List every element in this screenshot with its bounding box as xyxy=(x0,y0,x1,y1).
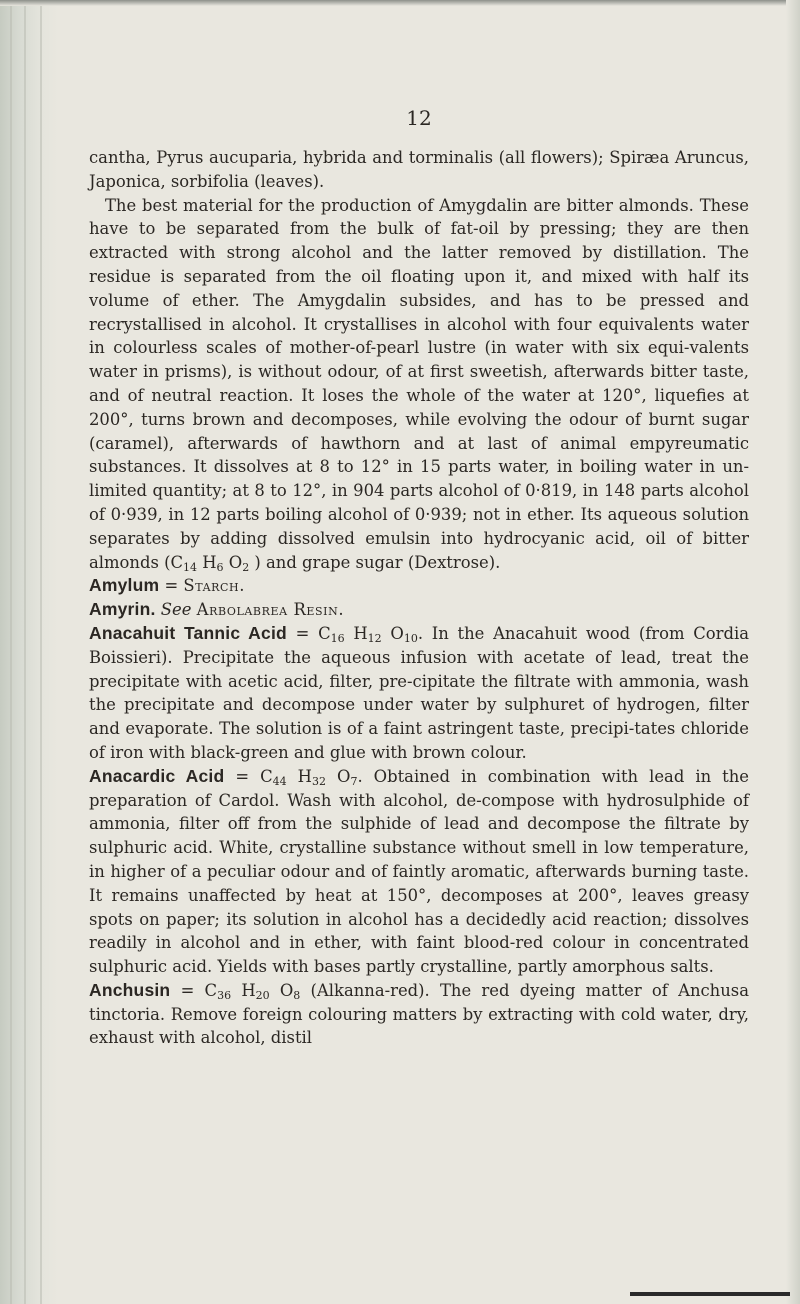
subscript: 44 xyxy=(272,774,287,788)
paragraph xyxy=(89,622,749,765)
cross-reference: Starch. xyxy=(183,576,246,596)
entry-heading: Amylum xyxy=(89,575,160,596)
subscript: 20 xyxy=(255,988,270,1002)
text-run: ) and grape sugar (Dextrose). xyxy=(249,552,501,572)
subscript: 32 xyxy=(311,774,326,788)
text-run: = C xyxy=(286,623,331,643)
text-run: = xyxy=(159,576,184,596)
text-run: = C xyxy=(224,766,273,786)
body-text xyxy=(89,146,749,1050)
subscript: 2 xyxy=(242,560,250,574)
text-run: O xyxy=(269,980,294,1000)
text-run: H xyxy=(286,766,312,786)
paragraph xyxy=(89,146,749,194)
gutter-line xyxy=(24,0,26,1304)
italic-text: See xyxy=(160,600,192,620)
subscript: 6 xyxy=(216,560,224,574)
subscript: 7 xyxy=(350,774,358,788)
text-run: O xyxy=(223,552,243,572)
entry-heading: Anacahuit Tannic Acid xyxy=(89,622,287,643)
page-top-edge xyxy=(0,0,800,6)
page-right-edge xyxy=(786,0,800,1304)
subscript: 10 xyxy=(403,631,418,645)
paragraph xyxy=(89,194,749,575)
text-run: (Alkanna-red). The red dyeing matter of Anchusa tinctoria. Remove foreign colouring matters by extracting with cold water, dry, exhaust with alcohol, distil xyxy=(89,980,749,1048)
text-run: The best material for the production of Amygdalin are bitter almonds. These have to be separated from the bulk of fat-oil by pressing; they are then extracted with strong alcohol and the latter removed by distillation. The residue is separated from the oil floating upon it, and mixed with half its volume of ether. The Amygdalin subsides, and has to be pressed and recrystallised in alcohol. It crystallises in alcohol with four equivalents water in colourless scales of mother-of-pearl lustre (in water with six equi-valents water in prisms), is without odour, of at first sweetish, afterwards bitter taste, and of neutral reaction. It loses the whole of the water at 120°, liquefies at 200°, turns brown and decomposes, while evolving the odour of burnt sugar (caramel), afterwards of hawthorn and at last of animal empyreumatic substances. It dissolves at 8 to 12° in 15 parts water, in boiling water in un-limited quantity; at 8 to 12°, in 904 parts alcohol of 0·819, in 148 parts alcohol of 0·939, in 12 parts boiling alcohol of 0·939; not in ether. Its aqueous solution separates by adding dissolved emulsin into hydrocyanic acid, oil of bitter almonds (C xyxy=(89,195,749,572)
text-run: H xyxy=(197,552,217,572)
entry-heading: Anchusin xyxy=(89,979,171,1000)
text-run: = C xyxy=(170,980,218,1000)
entry-heading: Amyrin. xyxy=(89,599,156,620)
text-run: . In the Anacahuit wood (from Cordia Boissieri). Precipitate the aqueous infusion with acetate of lead, treat the precipitate with acetic acid, filter, pre-cipitate the filtrate with ammonia, wash the precipitate and decompose under water by sulphuret of hydrogen, filter and evaporate. The solution is of a faint astringent taste, precipi-tates chloride of iron with black-green and glue with brown colour. xyxy=(89,623,750,762)
text-run: H xyxy=(344,623,368,643)
subscript: 12 xyxy=(367,631,382,645)
text-run: H xyxy=(231,980,256,1000)
subscript: 8 xyxy=(293,988,301,1002)
paragraph xyxy=(89,574,749,598)
paragraph xyxy=(89,979,749,1050)
gutter-line xyxy=(40,0,42,1304)
subscript: 36 xyxy=(217,988,232,1002)
subscript: 16 xyxy=(330,631,345,645)
entry-heading: Anacardic Acid xyxy=(89,765,225,786)
bottom-rule xyxy=(630,1292,790,1296)
paragraph xyxy=(89,765,749,979)
subscript: 14 xyxy=(183,560,198,574)
book-gutter-shadow xyxy=(0,0,58,1304)
text-run: cantha, Pyrus aucuparia, hybrida and torminalis (all flowers); Spiræa Aruncus, Japonica, sorbifolia (leaves). xyxy=(89,148,749,191)
text-run: O xyxy=(325,766,351,786)
paragraph xyxy=(89,598,749,622)
page-number: 12 xyxy=(406,106,432,130)
cross-reference: Arbolabrea Resin. xyxy=(196,600,345,620)
text-run: O xyxy=(381,623,404,643)
gutter-line xyxy=(10,0,12,1304)
text-run: . Obtained in combination with lead in the preparation of Cardol. Wash with alcohol, de-compose with hydrosulphide of ammonia, filter off from the sulphide of lead and decompose the filtrate by sulphuric acid. White, crystalline substance without smell in low temperature, in higher of a peculiar odour and of faintly aromatic, afterwards burning taste. It remains unaffected by heat at 150°, decomposes at 200°, leaves greasy spots on paper; its solution in alcohol has a decidedly acid reaction; dissolves readily in alcohol and in ether, with faint blood-red colour in concentrated sulphuric acid. Yields with bases partly crystalline, partly amorphous salts. xyxy=(89,766,749,977)
